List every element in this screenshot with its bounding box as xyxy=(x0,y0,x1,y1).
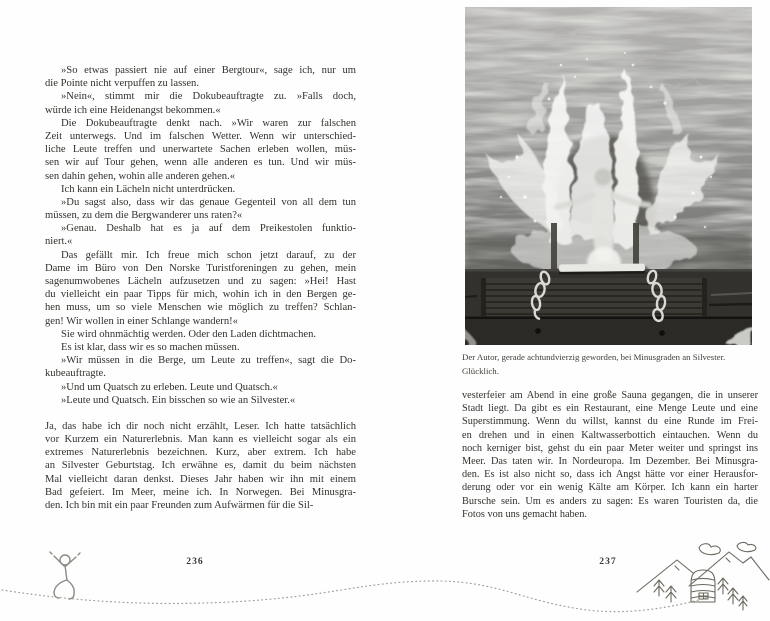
photo-person-jumping-into-sea xyxy=(465,7,752,345)
text-line: würde ich eine Heidenangst bekommen.« xyxy=(45,104,221,116)
text-line: extremes Naturerlebnis bezeichnen. Kurz, aber extrem. Ich habe xyxy=(45,447,356,459)
text-line: Stadt liegt. Da gibt es ein Restaurant, eine Menge Leute und eine xyxy=(462,403,758,415)
text-line: derung oder vor ein wenig Kälte am Körper. Ich kann ein harter xyxy=(462,482,758,494)
paragraph xyxy=(45,381,356,394)
text-line: sen wir auf Tour gehen, wenn alle anderen es tun. Und wir müs- xyxy=(45,157,356,169)
text-line: Bad gefeiert. Im Meer, meine ich. In Norwegen. Bei Minusgra- xyxy=(45,486,356,498)
paragraph xyxy=(45,394,356,407)
text-line: »Leute und Quatsch. Ein bisschen so wie an Silvester.« xyxy=(61,394,296,406)
text-line: noch kerniger bist, gehst du ein paar Meter weiter und springst ins xyxy=(462,442,758,454)
text-line: »So etwas passiert nie auf einer Bergtour«, sage ich, nur um xyxy=(61,65,356,76)
text-line: Dame im Büro von Den Norske Turistforeningen zu gehen, mein xyxy=(45,262,356,274)
text-line: en drehen und in einen Kaltwasserbottich eintauchen. Wenn du xyxy=(462,429,758,441)
paragraph xyxy=(45,249,356,328)
text-line: Ja, das habe ich dir noch nicht erzählt, Leser. Ich hatte tatsächlich xyxy=(45,420,356,432)
text-line: niert.« xyxy=(45,236,73,248)
text-line: »Du sagst also, dass wir das genaue Gegenteil von all dem tun xyxy=(61,196,356,208)
text-line: du vielleicht ein paar Tipps für mich, wohin ich in den Bergen ge- xyxy=(45,289,356,301)
paragraph xyxy=(45,354,356,380)
text-line: liche Leute treffen und unerwartete Sachen erleben wollen, müs- xyxy=(45,144,356,156)
text-line: Das gefällt mir. Ich freue mich schon jetzt darauf, zu der xyxy=(61,249,356,261)
photo-dock-bolt xyxy=(535,328,541,334)
text-line: Die Dokubeauftragte denkt nach. »Wir waren zur falschen xyxy=(61,117,356,129)
text-line: vor Kurzem ein Naturerlebnis. Man kann es vielleicht sogar als ein xyxy=(45,434,356,446)
photo-caption xyxy=(462,351,758,378)
photo-ladder-rung xyxy=(559,264,645,275)
paragraph xyxy=(45,328,356,341)
text-line: die Pointe nicht verpuffen zu lassen. xyxy=(45,78,199,90)
text-line: Zeit unterwegs. Und im falschen Wetter. Wenn wir unterschied- xyxy=(45,130,356,142)
text-line: kubeauftragte. xyxy=(45,368,106,380)
text-line: sen dahin gehen, wohin alle anderen gehen.« xyxy=(45,170,236,182)
paragraph xyxy=(45,222,356,248)
paragraph xyxy=(45,117,356,183)
left-page-number: 236 xyxy=(186,556,204,567)
left-page-text xyxy=(45,64,356,512)
photo-dock xyxy=(465,269,752,345)
cloud-icon xyxy=(699,544,720,555)
mountains-trees-hut-clouds-doodle xyxy=(633,540,770,621)
cloud-icon xyxy=(737,542,756,551)
text-line: an Silvester Geburtstag. Ich erwähne es, damit du beim nächsten xyxy=(45,460,356,472)
text-line: Superstimmung. Wenn du willst, kannst du eine Runde im Frei- xyxy=(462,416,758,428)
text-line: den. Ich bin mit ein paar Freunden zum Aufwärmen für die Sil- xyxy=(45,500,314,511)
paragraph xyxy=(45,90,356,116)
text-line: vesterfeier am Abend in eine große Sauna gegangen, die in unserer xyxy=(462,390,758,401)
text-line: den. Es ist also nicht so, dass ich Angst hätte vor einer Herausfor- xyxy=(462,469,758,481)
text-line: gen! Wir wollen in einer Schlange wandern!« xyxy=(45,315,238,327)
paragraph xyxy=(462,389,758,521)
caption-line: Glücklich. xyxy=(462,365,499,376)
text-line: sagenumwobenes Lächeln aufzusetzen und zu sagen: »Hei! Hast xyxy=(45,276,356,287)
paragraph xyxy=(45,183,356,196)
text-line: hen muss, um so viele Menschen wie möglich zu treffen? Schlan- xyxy=(45,302,356,314)
text-line: Bursche sein. Um es anders zu sagen: Es waren Touristen da, die xyxy=(462,495,758,507)
paragraph xyxy=(45,420,356,512)
photo-ladder-rail-left xyxy=(551,223,557,269)
pine-tree-icon xyxy=(654,578,747,610)
text-line: Es ist klar, dass wir es so machen müssen. xyxy=(61,341,240,353)
right-page-body xyxy=(462,389,758,521)
text-line: »Nein«, stimmt mir die Dokubeauftragte zu. »Falls doch, xyxy=(61,91,356,103)
text-line: »Und um Quatsch zu erleben. Leute und Quatsch.« xyxy=(61,381,278,393)
photo-illustration xyxy=(465,7,752,345)
text-line: »Genau. Deshalb hat es ja auf dem Preikestolen funktio- xyxy=(61,223,356,235)
text-line: Mal vielleicht daran denkst. Dieses Jahr haben wir ihn mit einem xyxy=(45,473,356,485)
paragraph xyxy=(45,341,356,354)
text-line: »Wir müssen in die Berge, um Leute zu treffen«, sagt die Do- xyxy=(61,355,356,367)
photo-ladder-rail-right xyxy=(633,223,639,269)
paragraph xyxy=(45,64,356,90)
mountain-icon xyxy=(637,560,693,592)
text-line: Ich kann ein Lächeln nicht unterdrücken. xyxy=(61,183,236,195)
text-line: müssen, zu dem die Bergwanderer uns raten?« xyxy=(45,210,243,222)
text-line: Meer. Das taten wir. In Nordeuropa. Im Dezember. Bei Minusgra- xyxy=(462,455,758,467)
text-line: Sie wird ohnmächtig werden. Oder den Laden dichtmachen. xyxy=(61,328,317,340)
mountain-icon xyxy=(689,552,769,586)
right-page-number: 237 xyxy=(599,556,617,567)
photo-dock-bolt xyxy=(659,330,665,336)
caption-line: Der Autor, gerade achtundvierzig geworden, bei Minusgraden an Silvester. xyxy=(462,352,726,362)
text-line: Fotos von uns gemacht haben. xyxy=(462,508,587,520)
paragraph xyxy=(45,196,356,222)
